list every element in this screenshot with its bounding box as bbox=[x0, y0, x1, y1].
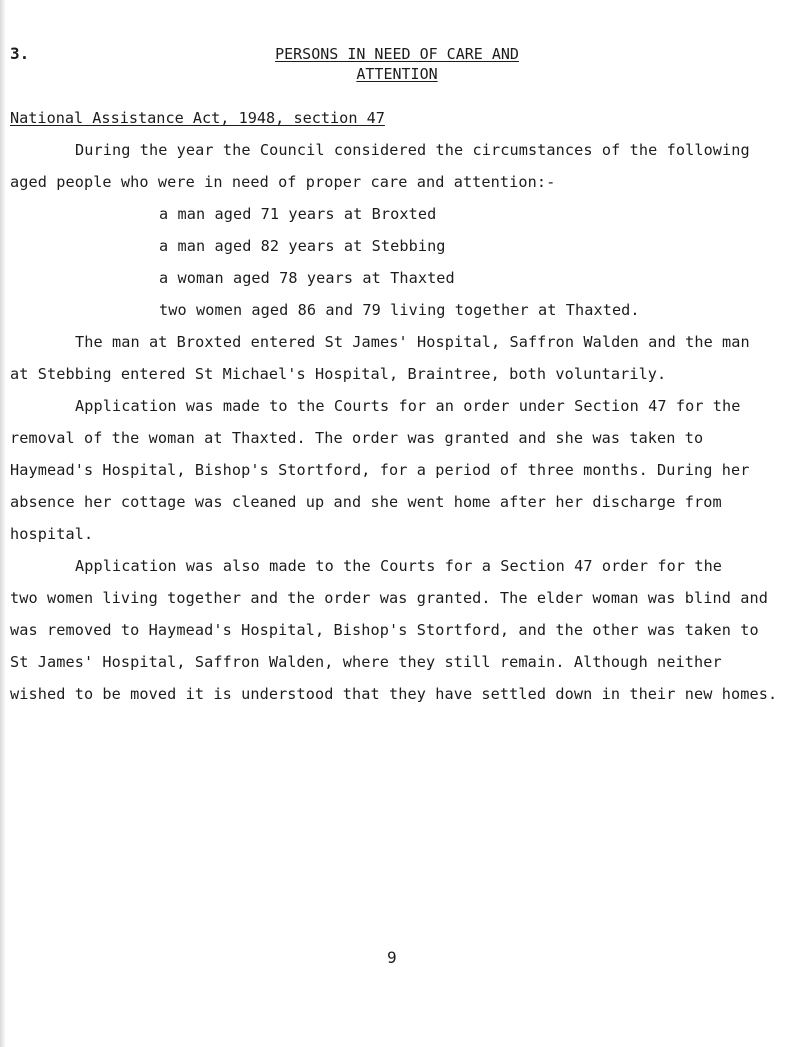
page-number: 9 bbox=[387, 948, 397, 967]
case-item: two women aged 86 and 79 living together at Thaxted. bbox=[159, 301, 640, 319]
paragraph-line: Haymead's Hospital, Bishop's Stortford, for a period of three months. During her bbox=[10, 461, 750, 479]
case-item: a woman aged 78 years at Thaxted bbox=[159, 269, 455, 287]
paragraph-line: was removed to Haymead's Hospital, Bishop's Stortford, and the other was taken to bbox=[10, 621, 759, 639]
paragraph-line: at Stebbing entered St Michael's Hospital, Braintree, both voluntarily. bbox=[10, 365, 667, 383]
paragraph-line: Application was also made to the Courts for a Section 47 order for the bbox=[75, 557, 723, 575]
case-item: a man aged 71 years at Broxted bbox=[159, 205, 437, 223]
section-title-line-2: ATTENTION bbox=[356, 65, 438, 83]
paragraph-line: hospital. bbox=[10, 525, 94, 543]
case-item: a man aged 82 years at Stebbing bbox=[159, 237, 446, 255]
section-title bbox=[247, 44, 547, 84]
paragraph-line: removal of the woman at Thaxted. The order was granted and she was taken to bbox=[10, 429, 704, 447]
act-heading-text: National Assistance Act, 1948, section 47 bbox=[10, 109, 385, 127]
paragraph-line: St James' Hospital, Saffron Walden, where they still remain. Although neither bbox=[10, 653, 722, 671]
paragraph-line: aged people who were in need of proper care and attention:- bbox=[10, 173, 556, 191]
section-number: 3. bbox=[10, 44, 30, 63]
paragraph-line: During the year the Council considered the circumstances of the following bbox=[75, 141, 750, 159]
section-title-line-1: PERSONS IN NEED OF CARE AND bbox=[275, 45, 519, 63]
paragraph-line: Application was made to the Courts for an order under Section 47 for the bbox=[75, 397, 741, 415]
scan-edge-shadow bbox=[0, 0, 6, 1047]
paragraph-line: two women living together and the order was granted. The elder woman was blind and bbox=[10, 589, 768, 607]
paragraph-line: absence her cottage was cleaned up and she went home after her discharge from bbox=[10, 493, 722, 511]
act-heading bbox=[10, 108, 385, 128]
paragraph-line: wished to be moved it is understood that they have settled down in their new homes. bbox=[10, 685, 778, 703]
paragraph-line: The man at Broxted entered St James' Hospital, Saffron Walden and the man bbox=[75, 333, 750, 351]
